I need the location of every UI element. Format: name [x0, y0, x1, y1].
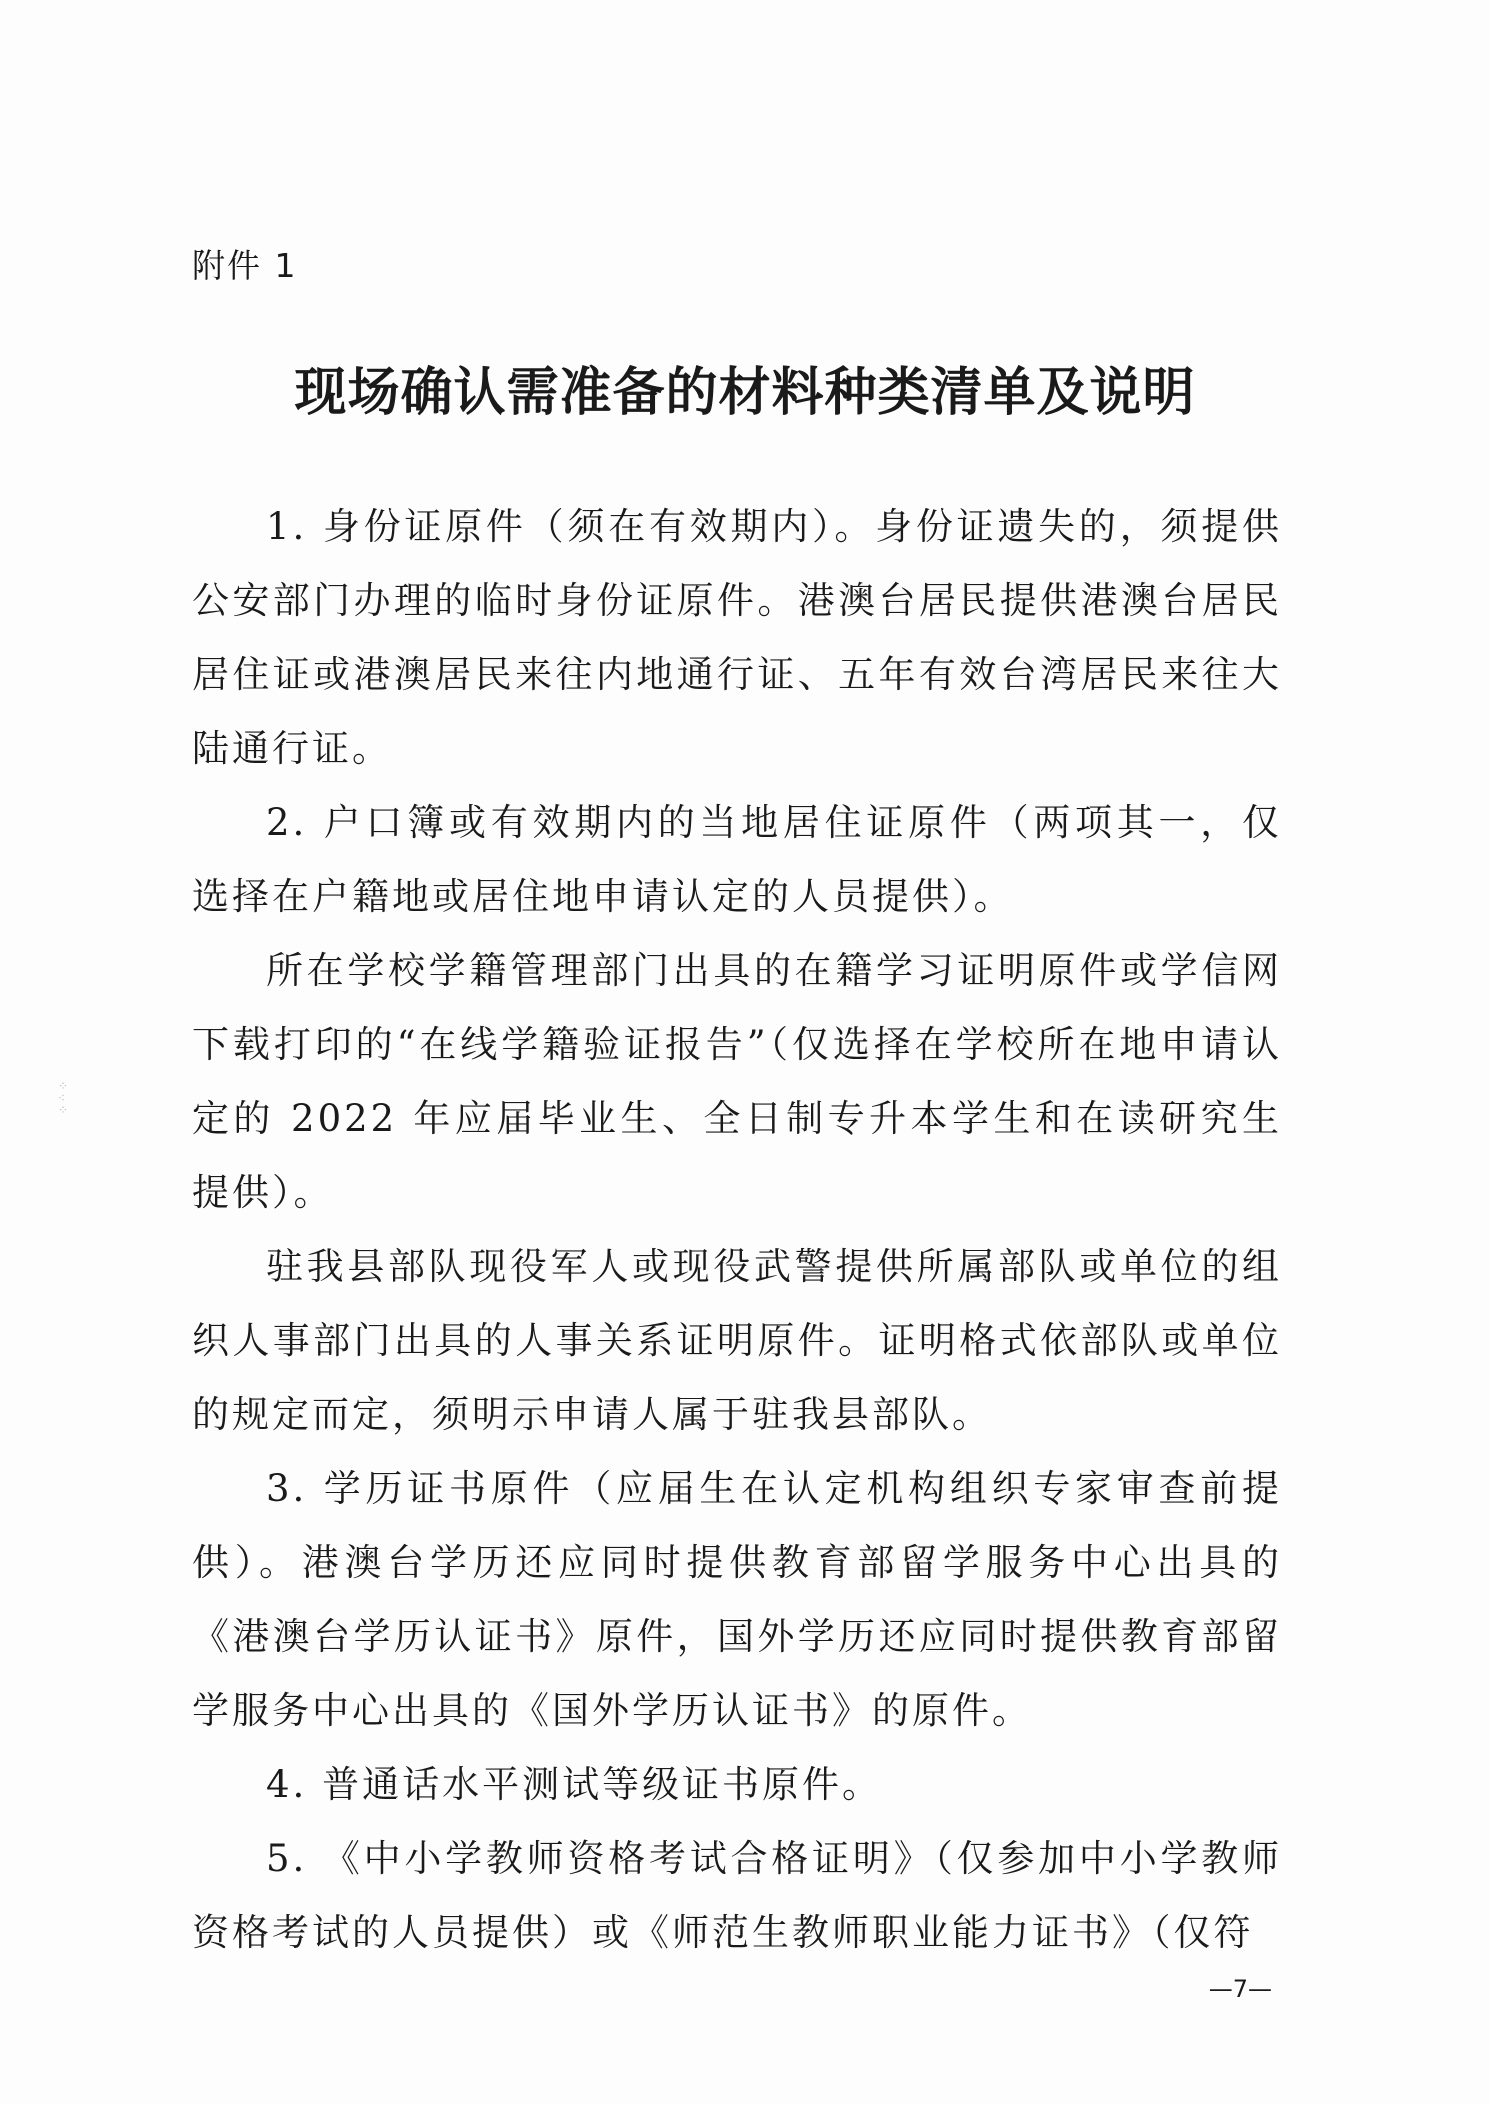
paragraph-military: 驻我县部队现役军人或现役武警提供所属部队或单位的组织人事部门出具的人事关系证明原件。证明格式依部队或单位的规定而定，须明示申请人属于驻我县部队。 — [192, 1245, 1282, 1436]
paragraph-mandarin-test: 4. 普通话水平测试等级证书原件。 — [266, 1763, 883, 1806]
document-title: 现场确认需准备的材料种类清单及说明 — [294, 363, 1196, 423]
document-body — [192, 490, 1282, 1970]
paragraph-household-register: 2. 户口簿或有效期内的当地居住证原件（两项其一，仅选择在户籍地或居住地申请认定的人员提供）。 — [192, 801, 1282, 918]
paragraph-id-card: 1. 身份证原件（须在有效期内）。身份证遗失的，须提供公安部门办理的临时身份证原件。港澳台居民提供港澳台居民居住证或港澳居民来往内地通行证、五年有效台湾居民来往大陆通行证。 — [192, 505, 1282, 770]
page-number: —7— — [1208, 1975, 1272, 2003]
attachment-label: 附件 1 — [192, 246, 298, 285]
scan-speck-icon: ⁘ ⁖ ⁘ — [58, 1079, 69, 1117]
paragraph-exam-certificate: 5. 《中小学教师资格考试合格证明》（仅参加中小学教师资格考试的人员提供）或《师范生教师职业能力证书》（仅符 — [192, 1837, 1282, 1954]
paragraph-diploma: 3. 学历证书原件（应届生在认定机构组织专家审查前提供）。港澳台学历还应同时提供教育部留学服务中心出具的《港澳台学历认证书》原件，国外学历还应同时提供教育部留学服务中心出具的《国外学历认证书》的原件。 — [192, 1467, 1282, 1732]
paragraph-student-status: 所在学校学籍管理部门出具的在籍学习证明原件或学信网下载打印的“在线学籍验证报告”（仅选择在学校所在地申请认定的 2022 年应届毕业生、全日制专升本学生和在读研究生提供）。 — [192, 949, 1282, 1214]
